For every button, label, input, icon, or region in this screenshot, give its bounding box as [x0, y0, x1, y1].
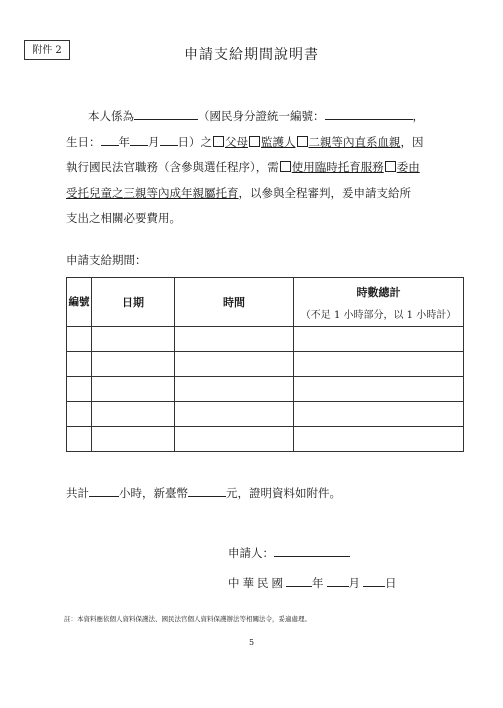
- table-header-row: [67, 278, 464, 327]
- option-relative: 二親等內直系血親: [308, 134, 401, 149]
- table-cell-time[interactable]: [175, 377, 294, 402]
- statement-line-3: [66, 155, 466, 181]
- id-number-blank[interactable]: [325, 109, 413, 120]
- table-cell-no[interactable]: [67, 427, 92, 452]
- statement-text: 年: [118, 134, 130, 149]
- option-parent: 父母: [225, 134, 248, 149]
- total-text: 共計: [66, 486, 89, 500]
- statement-text: 本人係為: [88, 109, 134, 123]
- table-row: [67, 352, 464, 377]
- total-text: 元，證明資料如附件。: [226, 486, 341, 500]
- table-cell-time[interactable]: [175, 427, 294, 452]
- total-text: 小時，新臺幣: [119, 486, 188, 500]
- date-day-label: 日: [385, 576, 400, 590]
- table-cell-no[interactable]: [67, 402, 92, 427]
- period-label: 申請支給期間：: [66, 253, 147, 267]
- page-number: 5: [248, 638, 255, 647]
- table-cell-date[interactable]: [92, 427, 175, 452]
- header-time: 時間: [175, 278, 294, 327]
- attachment-label: 附件 2: [24, 40, 70, 60]
- table-row: [67, 402, 464, 427]
- table-row: [67, 377, 464, 402]
- table-cell-date[interactable]: [92, 352, 175, 377]
- total-line: [66, 485, 341, 501]
- table-cell-hours[interactable]: [294, 427, 464, 452]
- statement-text: 執行國民法官職務（含參與選任程序），需: [66, 160, 279, 174]
- page-title: 申請支給期間說明書: [184, 47, 319, 63]
- statement-line-1: [66, 104, 466, 130]
- period-table: [66, 277, 464, 452]
- total-hours-blank[interactable]: [89, 486, 119, 497]
- statement-body: [66, 104, 466, 232]
- table-cell-hours[interactable]: [294, 352, 464, 377]
- temporary-childcare-checkbox[interactable]: [280, 161, 291, 172]
- table-cell-date[interactable]: [92, 402, 175, 427]
- table-cell-no[interactable]: [67, 327, 92, 352]
- total-amount-blank[interactable]: [188, 486, 226, 497]
- table-cell-time[interactable]: [175, 352, 294, 377]
- parent-checkbox[interactable]: [213, 136, 224, 147]
- header-number: 編號: [67, 278, 92, 327]
- statement-text: 支出之相關必要費用。: [66, 211, 181, 225]
- option-relative-care: 委由: [396, 160, 420, 174]
- table-cell-no[interactable]: [67, 377, 92, 402]
- table-cell-hours[interactable]: [294, 377, 464, 402]
- statement-text: ，因: [400, 134, 424, 149]
- date-prefix: 中華民國: [228, 576, 286, 590]
- table-cell-no[interactable]: [67, 352, 92, 377]
- table-cell-hours[interactable]: [294, 327, 464, 352]
- birth-day-blank[interactable]: [160, 135, 178, 146]
- table-cell-date[interactable]: [92, 327, 175, 352]
- statement-line-5: [66, 206, 466, 232]
- option-guardian: 監護人: [261, 134, 296, 149]
- statement-text: 月: [148, 134, 160, 149]
- statement-line-2: [66, 130, 466, 156]
- table-cell-date[interactable]: [92, 377, 175, 402]
- option-temporary-childcare: 使用臨時托育服務: [291, 160, 384, 174]
- relative-checkbox[interactable]: [297, 136, 308, 147]
- date-month-blank[interactable]: [327, 576, 349, 587]
- date-month-label: 月: [348, 576, 363, 590]
- statement-text: 生日：: [66, 134, 101, 149]
- statement-text: ，: [412, 109, 424, 123]
- header-date: 日期: [92, 278, 175, 327]
- header-hours-note: （不足 1 小時部分，以 1 小時計）: [300, 309, 457, 321]
- date-day-blank[interactable]: [363, 576, 385, 587]
- table-cell-time[interactable]: [175, 402, 294, 427]
- date-year-label: 年: [312, 576, 327, 590]
- name-blank[interactable]: [134, 109, 198, 120]
- header-hours: [294, 278, 464, 327]
- statement-line-4: [66, 181, 466, 207]
- date-year-blank[interactable]: [286, 576, 312, 587]
- birth-year-blank[interactable]: [101, 135, 119, 146]
- relative-care-checkbox[interactable]: [385, 161, 396, 172]
- applicant-line: [228, 545, 350, 561]
- statement-text: ，以參與全程審判，爰申請支給所: [238, 185, 411, 200]
- guardian-checkbox[interactable]: [249, 136, 260, 147]
- option-relative-care-detail: 受托兒童之三親等內成年親屬托育: [66, 185, 239, 200]
- header-hours-label: 時數總計: [356, 285, 401, 299]
- applicant-label: 申請人：: [228, 546, 274, 560]
- statement-text: 日）之: [177, 134, 212, 149]
- statement-text: （國民身分證統一編號：: [198, 109, 325, 123]
- footnote: 註：本資料應依個人資料保護法、國民法官個人資料保護辦法等相關法令，妥適處理。: [64, 615, 311, 623]
- application-date-line: [228, 575, 400, 591]
- birth-month-blank[interactable]: [130, 135, 148, 146]
- table-row: [67, 427, 464, 452]
- table-cell-time[interactable]: [175, 327, 294, 352]
- table-cell-hours[interactable]: [294, 402, 464, 427]
- table-row: [67, 327, 464, 352]
- applicant-signature-blank[interactable]: [274, 546, 350, 557]
